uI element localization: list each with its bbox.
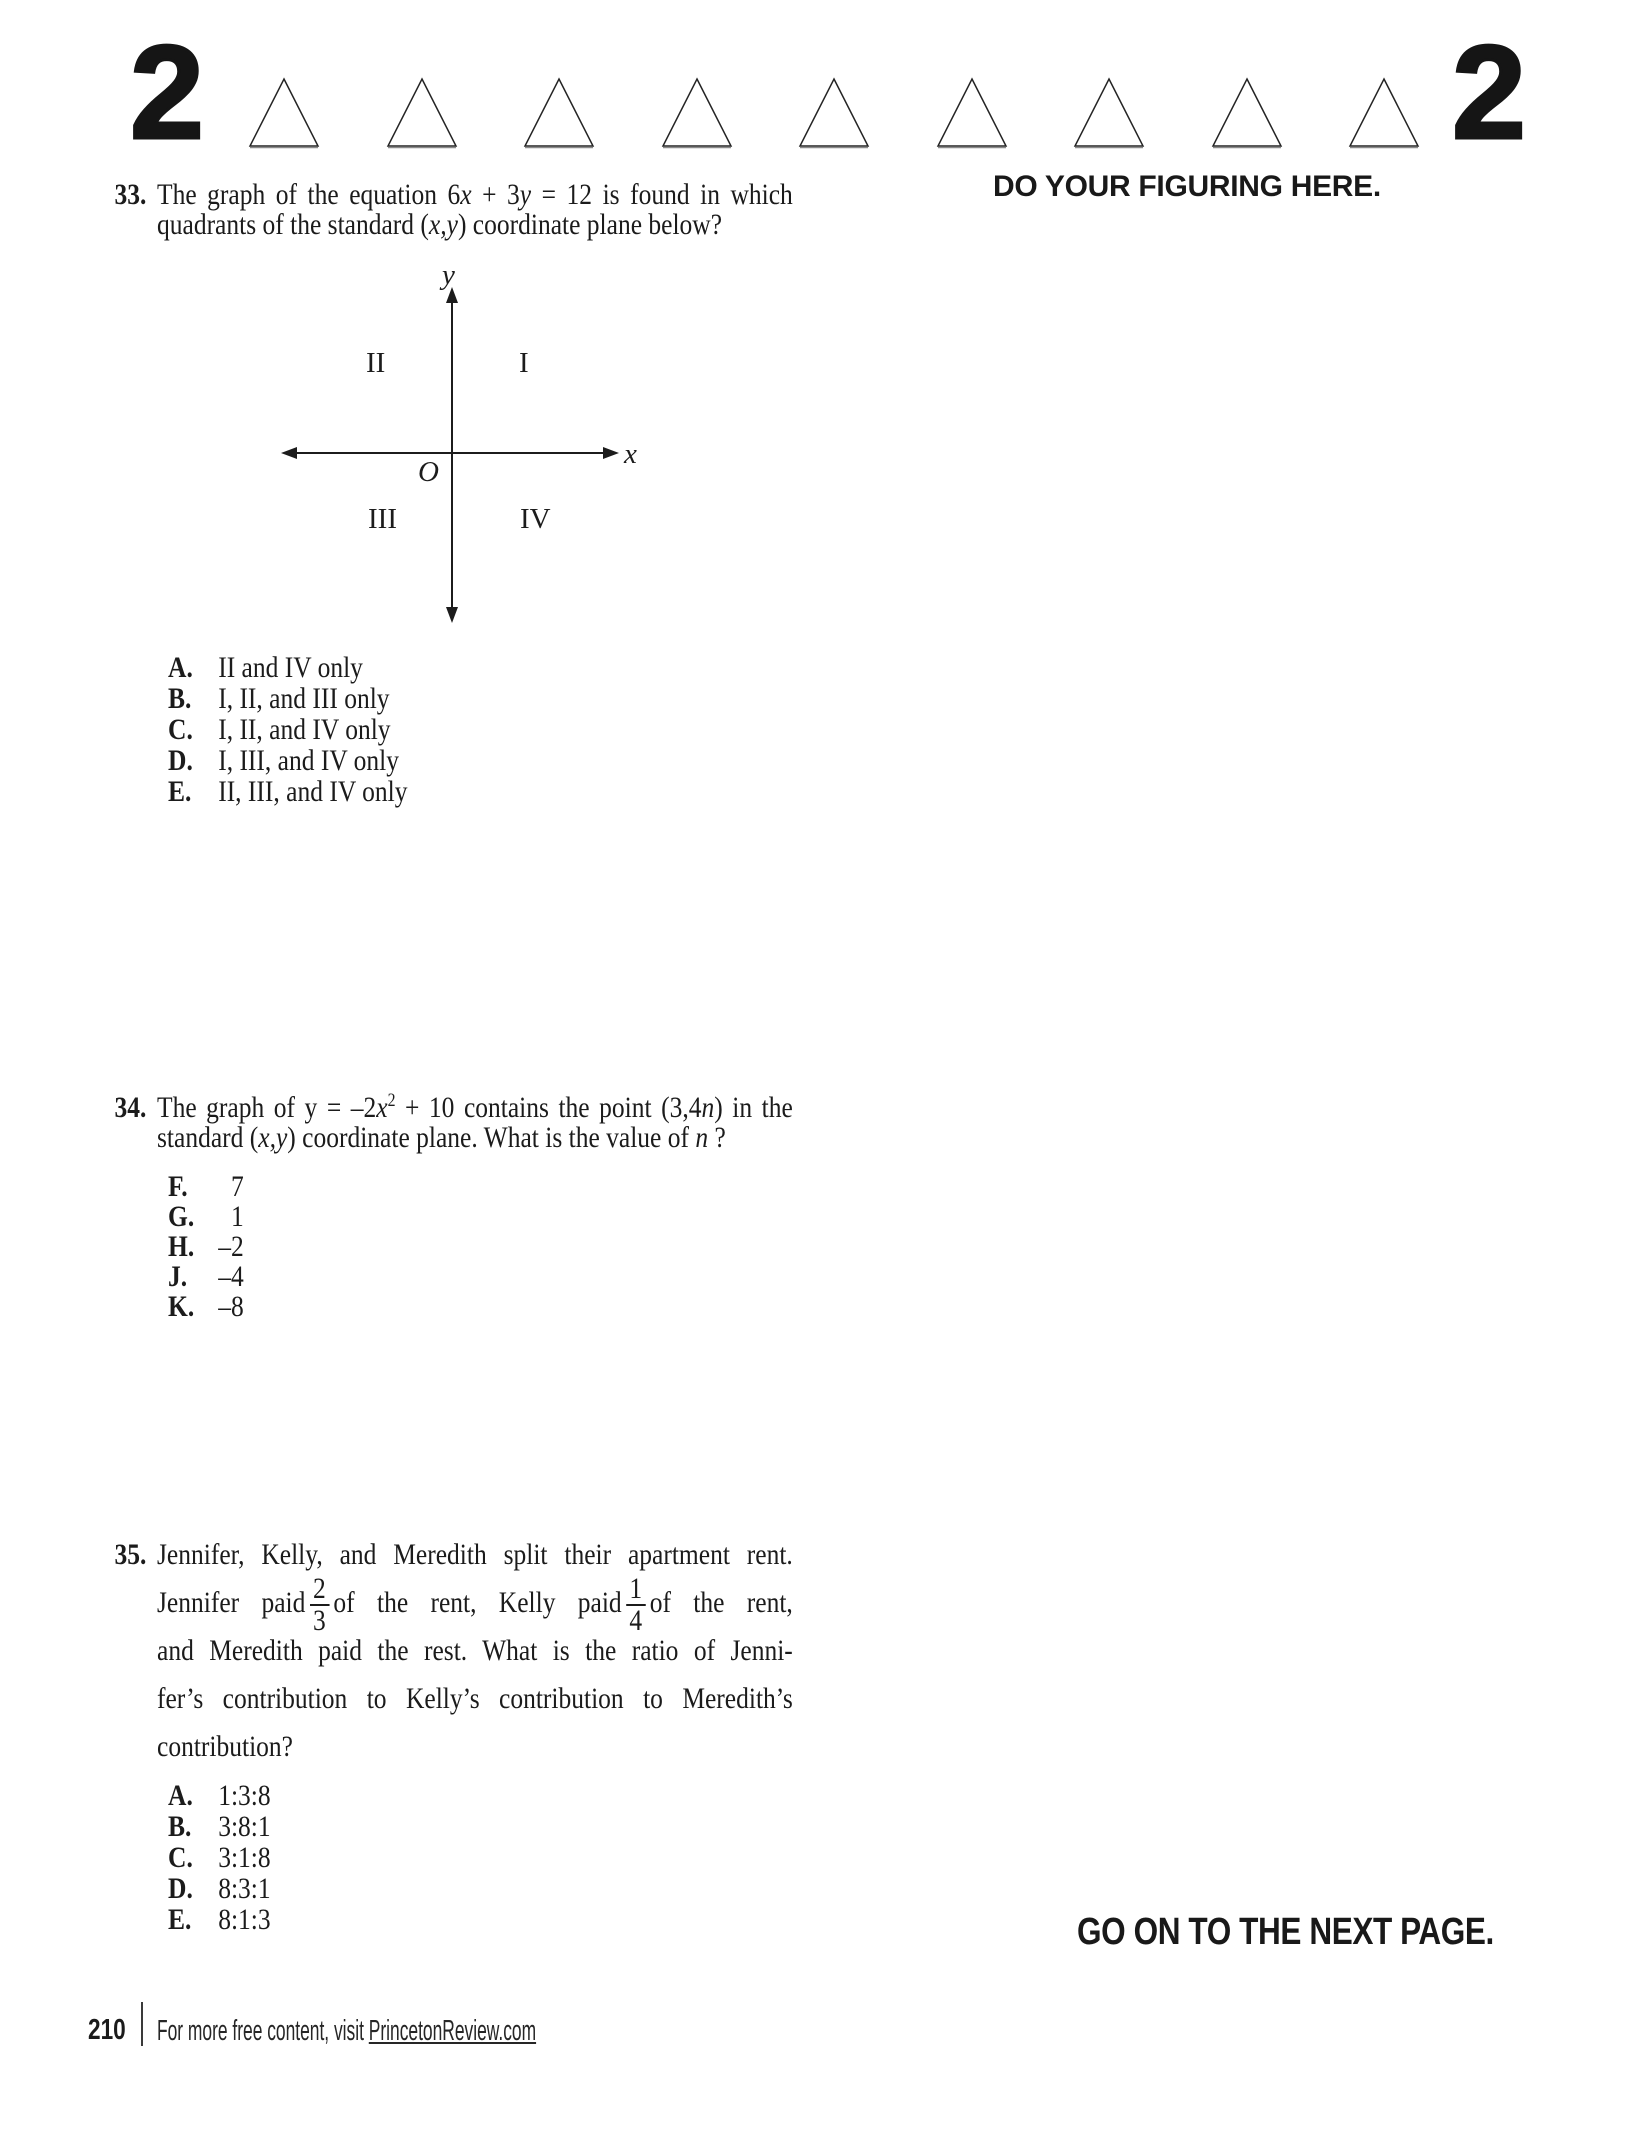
triangle-icon [798, 77, 870, 149]
question-33-line-1: The graph of the equation 6x + 3y = 12 is found in which [157, 178, 793, 211]
choice-row [157, 683, 408, 714]
question-35-line-5: contribution? [157, 1730, 293, 1763]
choice-text: II, III, and IV only [218, 775, 408, 808]
choice-value: –4 [218, 1260, 244, 1293]
question-35-line-3: and Meredith paid the rest. What is the ratio of Jenni- [157, 1634, 793, 1667]
choice-letter: B. [168, 682, 192, 715]
question-35-number: 35. [114, 1538, 147, 1571]
triangle-icon [1348, 77, 1420, 149]
triangle-icon [661, 77, 733, 149]
footer-page-number: 210 [88, 2014, 126, 2046]
fraction-two-thirds: $\frac{2}{3}$ [310, 1574, 330, 1636]
triangle-icon [248, 77, 320, 149]
question-33-choices [157, 652, 408, 807]
question-34-text [157, 1090, 793, 1154]
choice-text: 8:3:1 [218, 1872, 271, 1905]
choice-text: 1:3:8 [218, 1779, 271, 1812]
choice-letter: H. [168, 1230, 195, 1263]
y-axis-label: y [442, 259, 455, 291]
choice-letter: J. [168, 1260, 188, 1293]
footer-text [157, 2014, 536, 2049]
page-section-number-right: 2 [1452, 19, 1526, 167]
choice-row [157, 1172, 244, 1202]
triangle-icon [523, 77, 595, 149]
choice-row [157, 776, 408, 807]
choice-text: I, II, and III only [218, 682, 390, 715]
choice-row [157, 1842, 271, 1873]
question-34-line-1: The graph of $y = -2x^2 + 10$ contains the point (3,4n) in the [157, 1090, 793, 1124]
triangle-icon [936, 77, 1008, 149]
choice-value: 1 [230, 1200, 244, 1233]
question-35-line-1: Jennifer, Kelly, and Meredith split their apartment rent. [157, 1538, 793, 1571]
choice-letter: C. [168, 1841, 193, 1874]
choice-row [157, 652, 408, 683]
choice-letter: G. [168, 1200, 195, 1233]
question-35-line-2: Jennifer paid $\frac{2}{3}$ of the rent, Kelly paid $\frac{1}{4}$ of the rent, [157, 1572, 793, 1638]
go-on-next-page-label: GO ON TO THE NEXT PAGE. [1077, 1911, 1494, 1953]
choice-letter: A. [168, 1779, 193, 1812]
choice-text: 8:1:3 [218, 1903, 271, 1936]
choice-value: –8 [218, 1290, 244, 1323]
choice-row [157, 1873, 271, 1904]
question-34-number: 34. [114, 1091, 147, 1124]
quadrant-1-label: I [519, 347, 529, 379]
princeton-review-link: PrincetonReview.com [368, 2015, 537, 2047]
choice-row [157, 745, 408, 776]
choice-text: I, III, and IV only [218, 744, 400, 777]
quadrant-3-label: III [368, 503, 397, 535]
choice-row [157, 1811, 271, 1842]
choice-text: I, II, and IV only [218, 713, 391, 746]
choice-row [157, 1232, 244, 1262]
choice-letter: B. [168, 1810, 192, 1843]
footer-divider [141, 2002, 143, 2046]
header-triangle-band [248, 77, 1420, 149]
origin-label: O [418, 456, 439, 488]
question-33-number: 33. [114, 178, 147, 211]
question-33-text [157, 180, 793, 240]
choice-row [157, 714, 408, 745]
choice-letter: D. [168, 1872, 193, 1905]
footer-promo-text: For more free content, visit [157, 2015, 369, 2047]
question-35-choices [157, 1780, 271, 1935]
quadrant-4-label: IV [520, 503, 551, 535]
choice-letter: F. [168, 1170, 188, 1203]
choice-text: 3:8:1 [218, 1810, 271, 1843]
choice-letter: E. [168, 1903, 192, 1936]
triangle-icon [1211, 77, 1283, 149]
choice-row [157, 1904, 271, 1935]
choice-value: 7 [230, 1170, 244, 1203]
choice-row [157, 1202, 244, 1232]
question-34-choices [157, 1172, 244, 1322]
choice-row [157, 1292, 244, 1322]
choice-value: –2 [218, 1230, 244, 1263]
question-34-line-2: standard (x,y) coordinate plane. What is the value of n ? [157, 1121, 726, 1154]
page-section-number-left: 2 [130, 19, 204, 167]
choice-letter: K. [168, 1290, 195, 1323]
x-axis-label: x [624, 438, 637, 470]
choice-row [157, 1262, 244, 1292]
choice-letter: E. [168, 775, 192, 808]
triangle-icon [386, 77, 458, 149]
do-your-figuring-label: DO YOUR FIGURING HERE. [993, 170, 1381, 203]
choice-letter: A. [168, 651, 193, 684]
quadrant-2-label: II [366, 347, 386, 379]
choice-row [157, 1780, 271, 1811]
choice-letter: D. [168, 744, 193, 777]
triangle-icon [1073, 77, 1145, 149]
question-35-line-4: fer’s contribution to Kelly’s contribution to Meredith’s [157, 1682, 793, 1715]
choice-text: II and IV only [218, 651, 363, 684]
question-35-text [157, 1540, 793, 1780]
choice-text: 3:1:8 [218, 1841, 271, 1874]
choice-letter: C. [168, 713, 193, 746]
fraction-one-fourth: $\frac{1}{4}$ [626, 1574, 646, 1636]
questions-column [114, 178, 793, 1980]
question-33-line-2: quadrants of the standard (x,y) coordinate plane below? [157, 208, 723, 241]
